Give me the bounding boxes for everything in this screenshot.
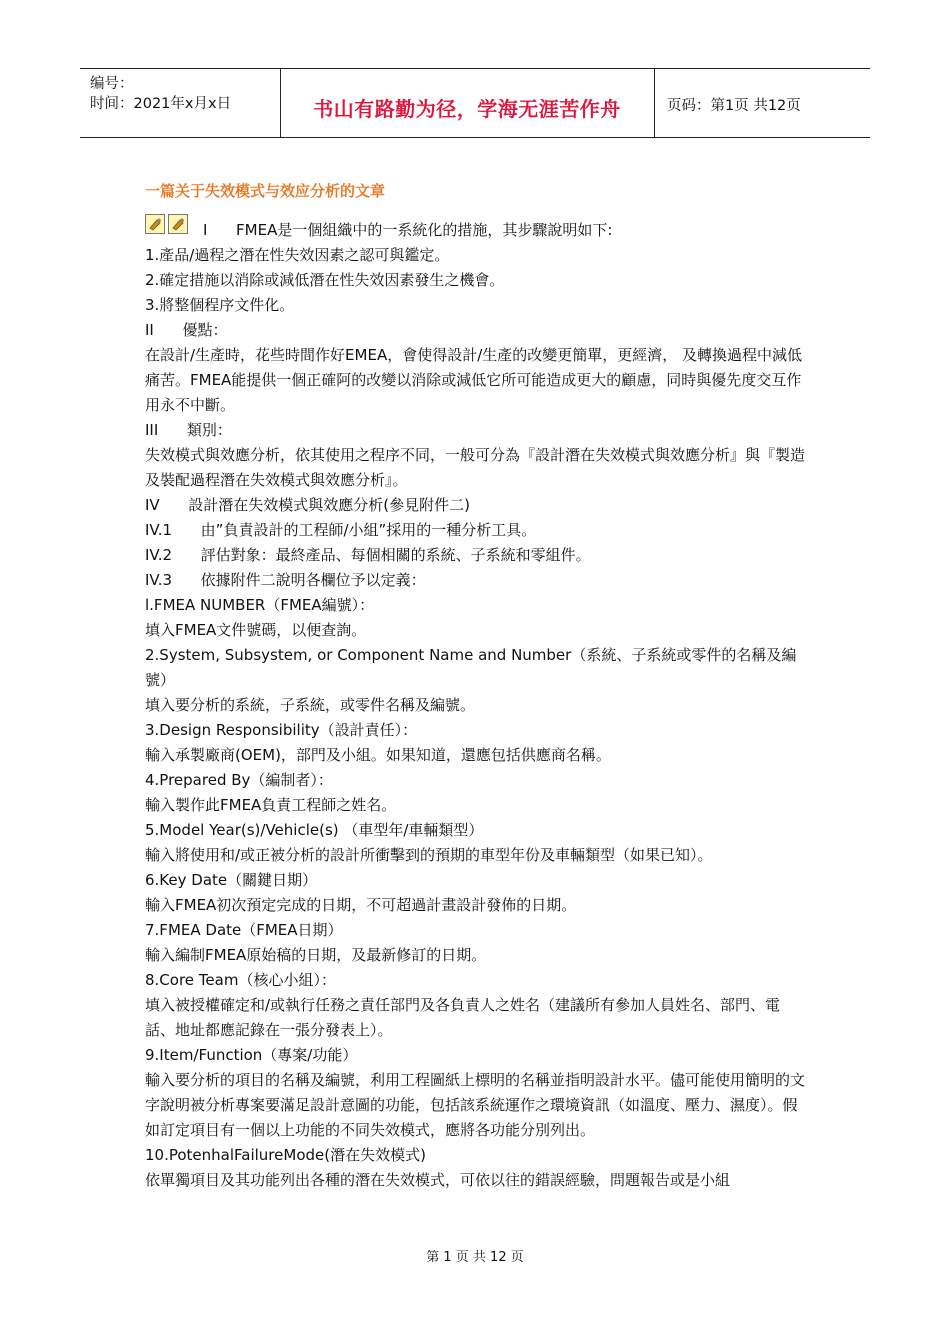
paragraph: 1.產品/過程之潛在性失效因素之認可與鑑定。 <box>145 246 450 264</box>
paragraph: 填入FMEA文件號碼，以便查詢。 <box>145 621 367 639</box>
paragraph: 輸入編制FMEA原始稿的日期，及最新修訂的日期。 <box>145 946 487 964</box>
paragraph: 2.確定措施以消除或減低潛在性失效因素發生之機會。 <box>145 271 505 289</box>
paragraph: 6.Key Date（關鍵日期） <box>145 871 318 889</box>
body-text <box>145 218 810 1193</box>
paragraph: 輸入承製廠商(OEM)，部門及小組。如果知道，還應包括供應商名稱。 <box>145 746 611 764</box>
serial-label: 编号： <box>90 76 134 92</box>
paragraph: 失效模式與效應分析，依其使用之程序不同，一般可分為『設計潛在失效模式與效應分析』與『製造及裝配過程潛在失效模式與效應分析』。 <box>145 446 806 489</box>
paragraph: 4.Prepared By（編制者）： <box>145 771 333 789</box>
paragraph: IV.1 由”負責設計的工程師/小組”採用的一種分析工具。 <box>145 521 537 539</box>
paragraph: 填入要分析的系統，子系統，或零件名稱及編號。 <box>145 696 476 714</box>
paragraph: 5.Model Year(s)/Vehicle(s) （車型年/車輛類型） <box>145 821 484 839</box>
paragraph: III 類別： <box>145 421 232 439</box>
header-motto-cell <box>280 69 655 137</box>
paragraph: II 優點： <box>145 321 228 339</box>
paragraph: 在設計/生產時，花些時間作好EMEA，會使得設計/生產的改變更簡單，更經濟， 及轉換過程中減低痛苦。FMEA能提供一個正確阿的改變以消除或減低它所可能造成更大的顧慮，同時與優先度交互作用永不中斷。 <box>145 346 803 414</box>
paragraph: 3.Design Responsibility（設計責任）： <box>145 721 418 739</box>
paragraph: 輸入FMEA初次預定完成的日期，不可超過計畫設計發佈的日期。 <box>145 896 577 914</box>
paragraph: IV.3 依據附件二說明各欄位予以定義： <box>145 571 426 589</box>
paragraph: 填入被授權確定和/或執行任務之責任部門及各負責人之姓名（建議所有參加人員姓名、部門、電話、地址都應記錄在一張分發表上）。 <box>145 996 781 1039</box>
paragraph: 9.Item/Function（專案/功能） <box>145 1046 358 1064</box>
paragraph: 輸入要分析的項目的名稱及編號，利用工程圖紙上標明的名稱並指明設計水平。儘可能使用簡明的文字說明被分析專案要滿足設計意圖的功能，包括該系統運作之環境資訊（如溫度、壓力、濕度）。假如訂定項目有一個以上功能的不同失效模式，應將各功能分別列出。 <box>145 1071 806 1139</box>
page-footer: 第 1 页 共 12 页 <box>426 1250 524 1265</box>
article-title: 一篇关于失效模式与效应分析的文章 <box>145 182 386 200</box>
paragraph: IV 設計潛在失效模式與效應分析(參見附件二) <box>145 496 470 514</box>
paragraph: 3.將整個程序文件化。 <box>145 296 295 314</box>
header-meta-cell <box>80 69 281 137</box>
paragraph: l.FMEA NUMBER（FMEA編號）： <box>145 596 375 614</box>
paragraph: 2.System, Subsystem, or Component Name and Number（系統、子系統或零件的名稱及編號） <box>145 646 797 689</box>
paragraph: 輸入將使用和/或正被分析的設計所衝擊到的預期的車型年份及車輛類型（如果已知）。 <box>145 846 713 864</box>
motto: 书山有路勤为径，学海无涯苦作舟 <box>313 97 621 121</box>
paragraph: 輸入製作此FMEA負責工程師之姓名。 <box>145 796 397 814</box>
header-page-cell <box>655 69 870 137</box>
paragraph: IV.2 評估對象：最終產品、每個相關的系統、子系統和零組件。 <box>145 546 591 564</box>
paragraph: 8.Core Team（核心小組）： <box>145 971 336 989</box>
paragraph: 10.PotenhalFailureMode(潛在失效模式) <box>145 1146 426 1164</box>
paragraph: 7.FMEA Date（FMEA日期） <box>145 921 343 939</box>
date-line: 时间：2021年x月x日 <box>90 96 232 112</box>
paragraph: 依單獨項目及其功能列出各種的潛在失效模式，可依以往的錯誤經驗，問題報告或是小組 <box>145 1171 731 1189</box>
paragraph: I FMEA是一個組織中的一系統化的措施，其步驟說明如下: <box>203 221 613 239</box>
page-header <box>80 68 870 138</box>
page-code: 页码：第1页 共12页 <box>667 98 801 114</box>
